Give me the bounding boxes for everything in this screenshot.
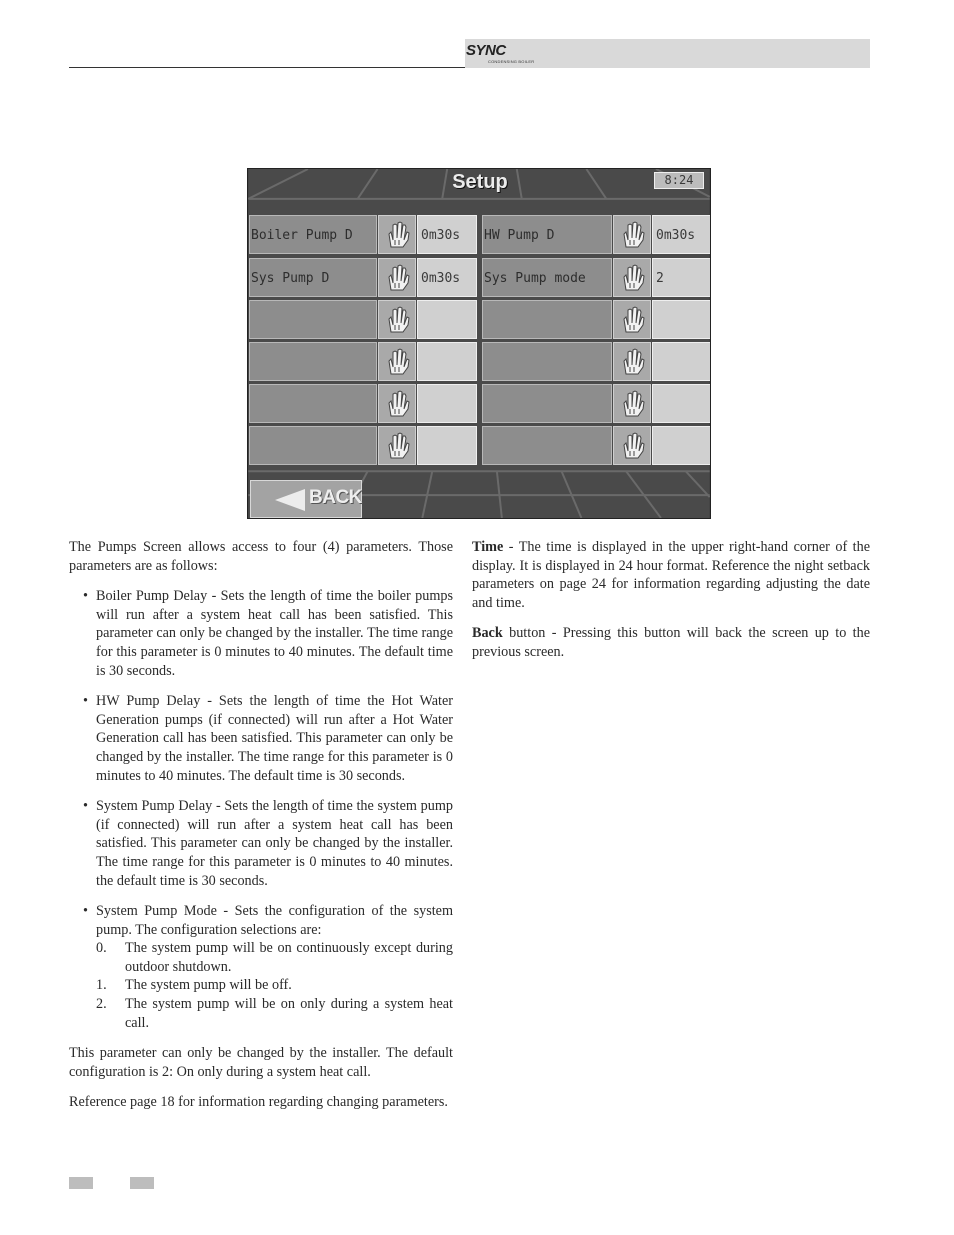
bullet-text: System Pump Delay - Sets the length of time the system pump (if connected) will run after a system heat call has been satisfied. This parameter can only be changed by the installer. The time range for this parameter is 0 minutes to 40 minutes. the default time is 30 seconds. xyxy=(96,798,453,889)
empty-parameter-label[interactable] xyxy=(482,384,612,423)
empty-parameter-value[interactable] xyxy=(652,300,711,339)
empty-parameter-label[interactable] xyxy=(249,426,377,465)
option-text: The system pump will be off. xyxy=(125,977,292,994)
bullet-boiler-pump-delay xyxy=(69,587,453,680)
back-arrow-icon xyxy=(275,489,305,511)
hand-icon[interactable] xyxy=(613,258,651,297)
hand-icon[interactable] xyxy=(378,342,416,381)
logo-subtitle: CONDENSING BOILER xyxy=(488,59,535,64)
boiler-pump-delay-label[interactable]: Boiler Pump D xyxy=(249,215,377,254)
time-paragraph xyxy=(472,538,870,612)
bullet-system-pump-delay xyxy=(69,797,453,890)
hand-icon[interactable] xyxy=(613,426,651,465)
empty-parameter-label[interactable] xyxy=(249,384,377,423)
mode-option xyxy=(69,995,453,1032)
sys-pump-delay-value[interactable]: 0m30s xyxy=(417,258,477,297)
bullet-marker: • xyxy=(83,903,88,920)
empty-parameter-value[interactable] xyxy=(652,426,711,465)
parameter-row xyxy=(249,426,711,467)
back-term: Back xyxy=(472,625,503,642)
option-text: The system pump will be on continuously except during outdoor shutdown. xyxy=(125,940,453,975)
parameter-row xyxy=(249,384,711,425)
bullet-text: Boiler Pump Delay - Sets the length of time the boiler pumps will run after a system heat call has been satisfied. This parameter can only be changed by the installer. The time range for this parameter is 0 minutes to 40 minutes. The default time is 30 seconds. xyxy=(96,588,453,679)
bullet-system-pump-mode xyxy=(69,902,453,939)
empty-parameter-value[interactable] xyxy=(417,384,477,423)
hand-icon[interactable] xyxy=(378,258,416,297)
option-number: 0. xyxy=(96,940,107,957)
empty-parameter-value[interactable] xyxy=(417,300,477,339)
sys-pump-mode-label[interactable]: Sys Pump mode xyxy=(482,258,612,297)
empty-parameter-value[interactable] xyxy=(652,342,711,381)
hand-icon[interactable] xyxy=(613,342,651,381)
hand-icon[interactable] xyxy=(378,300,416,339)
time-description: - The time is displayed in the upper right-hand corner of the display. It is displayed in 24 hour format. Reference the night setback parameters on page 24 for information regarding adjusting the date and time. xyxy=(472,539,870,611)
back-button-label: BACK xyxy=(309,487,362,508)
sys-pump-mode-value[interactable]: 2 xyxy=(652,258,711,297)
left-text-column xyxy=(69,538,453,1112)
hand-icon[interactable] xyxy=(378,215,416,254)
logo-mark: SYNC xyxy=(466,42,506,59)
intro-paragraph: The Pumps Screen allows access to four (4) parameters. Those parameters are as follows: xyxy=(69,539,453,574)
option-text: The system pump will be on only during a system heat call. xyxy=(125,996,453,1031)
mode-option xyxy=(69,939,453,976)
page-number-tab xyxy=(69,1177,93,1189)
time-term: Time xyxy=(472,539,504,555)
option-number: 2. xyxy=(96,996,107,1013)
parameter-row xyxy=(249,215,711,256)
screen-title: Setup xyxy=(452,171,508,193)
bullet-marker: • xyxy=(83,588,88,605)
bullet-marker: • xyxy=(83,693,88,710)
hand-icon[interactable] xyxy=(613,300,651,339)
hw-pump-delay-value[interactable]: 0m30s xyxy=(652,215,711,254)
bullet-text: System Pump Mode - Sets the configuration of the system pump. The configuration selections are: xyxy=(96,903,453,938)
bullet-marker: • xyxy=(83,798,88,815)
right-text-column xyxy=(472,538,870,662)
setup-screen-screenshot xyxy=(247,168,711,519)
back-button[interactable] xyxy=(250,480,362,518)
back-paragraph xyxy=(472,624,870,661)
empty-parameter-label[interactable] xyxy=(249,300,377,339)
boiler-pump-delay-value[interactable]: 0m30s xyxy=(417,215,477,254)
empty-parameter-label[interactable] xyxy=(482,342,612,381)
screen-clock: 8:24 xyxy=(654,172,704,189)
parameter-row xyxy=(249,300,711,341)
hand-icon[interactable] xyxy=(613,215,651,254)
empty-parameter-value[interactable] xyxy=(417,342,477,381)
option-number: 1. xyxy=(96,977,107,994)
reference-paragraph: Reference page 18 for information regarding changing parameters. xyxy=(69,1094,448,1111)
parameter-row xyxy=(249,342,711,383)
mode-option xyxy=(69,976,453,995)
empty-parameter-value[interactable] xyxy=(417,426,477,465)
page-number-tab xyxy=(130,1177,154,1189)
parameter-row xyxy=(249,258,711,299)
installer-note-paragraph: This parameter can only be changed by the installer. The default configuration is 2: On only during a system heat call. xyxy=(69,1045,453,1080)
empty-parameter-label[interactable] xyxy=(482,426,612,465)
empty-parameter-label[interactable] xyxy=(249,342,377,381)
hand-icon[interactable] xyxy=(378,384,416,423)
empty-parameter-value[interactable] xyxy=(652,384,711,423)
bullet-hw-pump-delay xyxy=(69,692,453,785)
hand-icon[interactable] xyxy=(613,384,651,423)
hand-icon[interactable] xyxy=(378,426,416,465)
empty-parameter-label[interactable] xyxy=(482,300,612,339)
hw-pump-delay-label[interactable]: HW Pump D xyxy=(482,215,612,254)
sys-pump-delay-label[interactable]: Sys Pump D xyxy=(249,258,377,297)
bullet-text: HW Pump Delay - Sets the length of time the Hot Water Generation pumps (if connected) will run after a Hot Water Generation call has been satisfied. This parameter can only be changed by the installer. The time range for this parameter is 0 minutes to 40 minutes. The default time is 30 seconds. xyxy=(96,693,453,784)
brand-logo xyxy=(466,40,546,66)
back-description: button - Pressing this button will back the screen up to the previous screen. xyxy=(472,625,870,660)
